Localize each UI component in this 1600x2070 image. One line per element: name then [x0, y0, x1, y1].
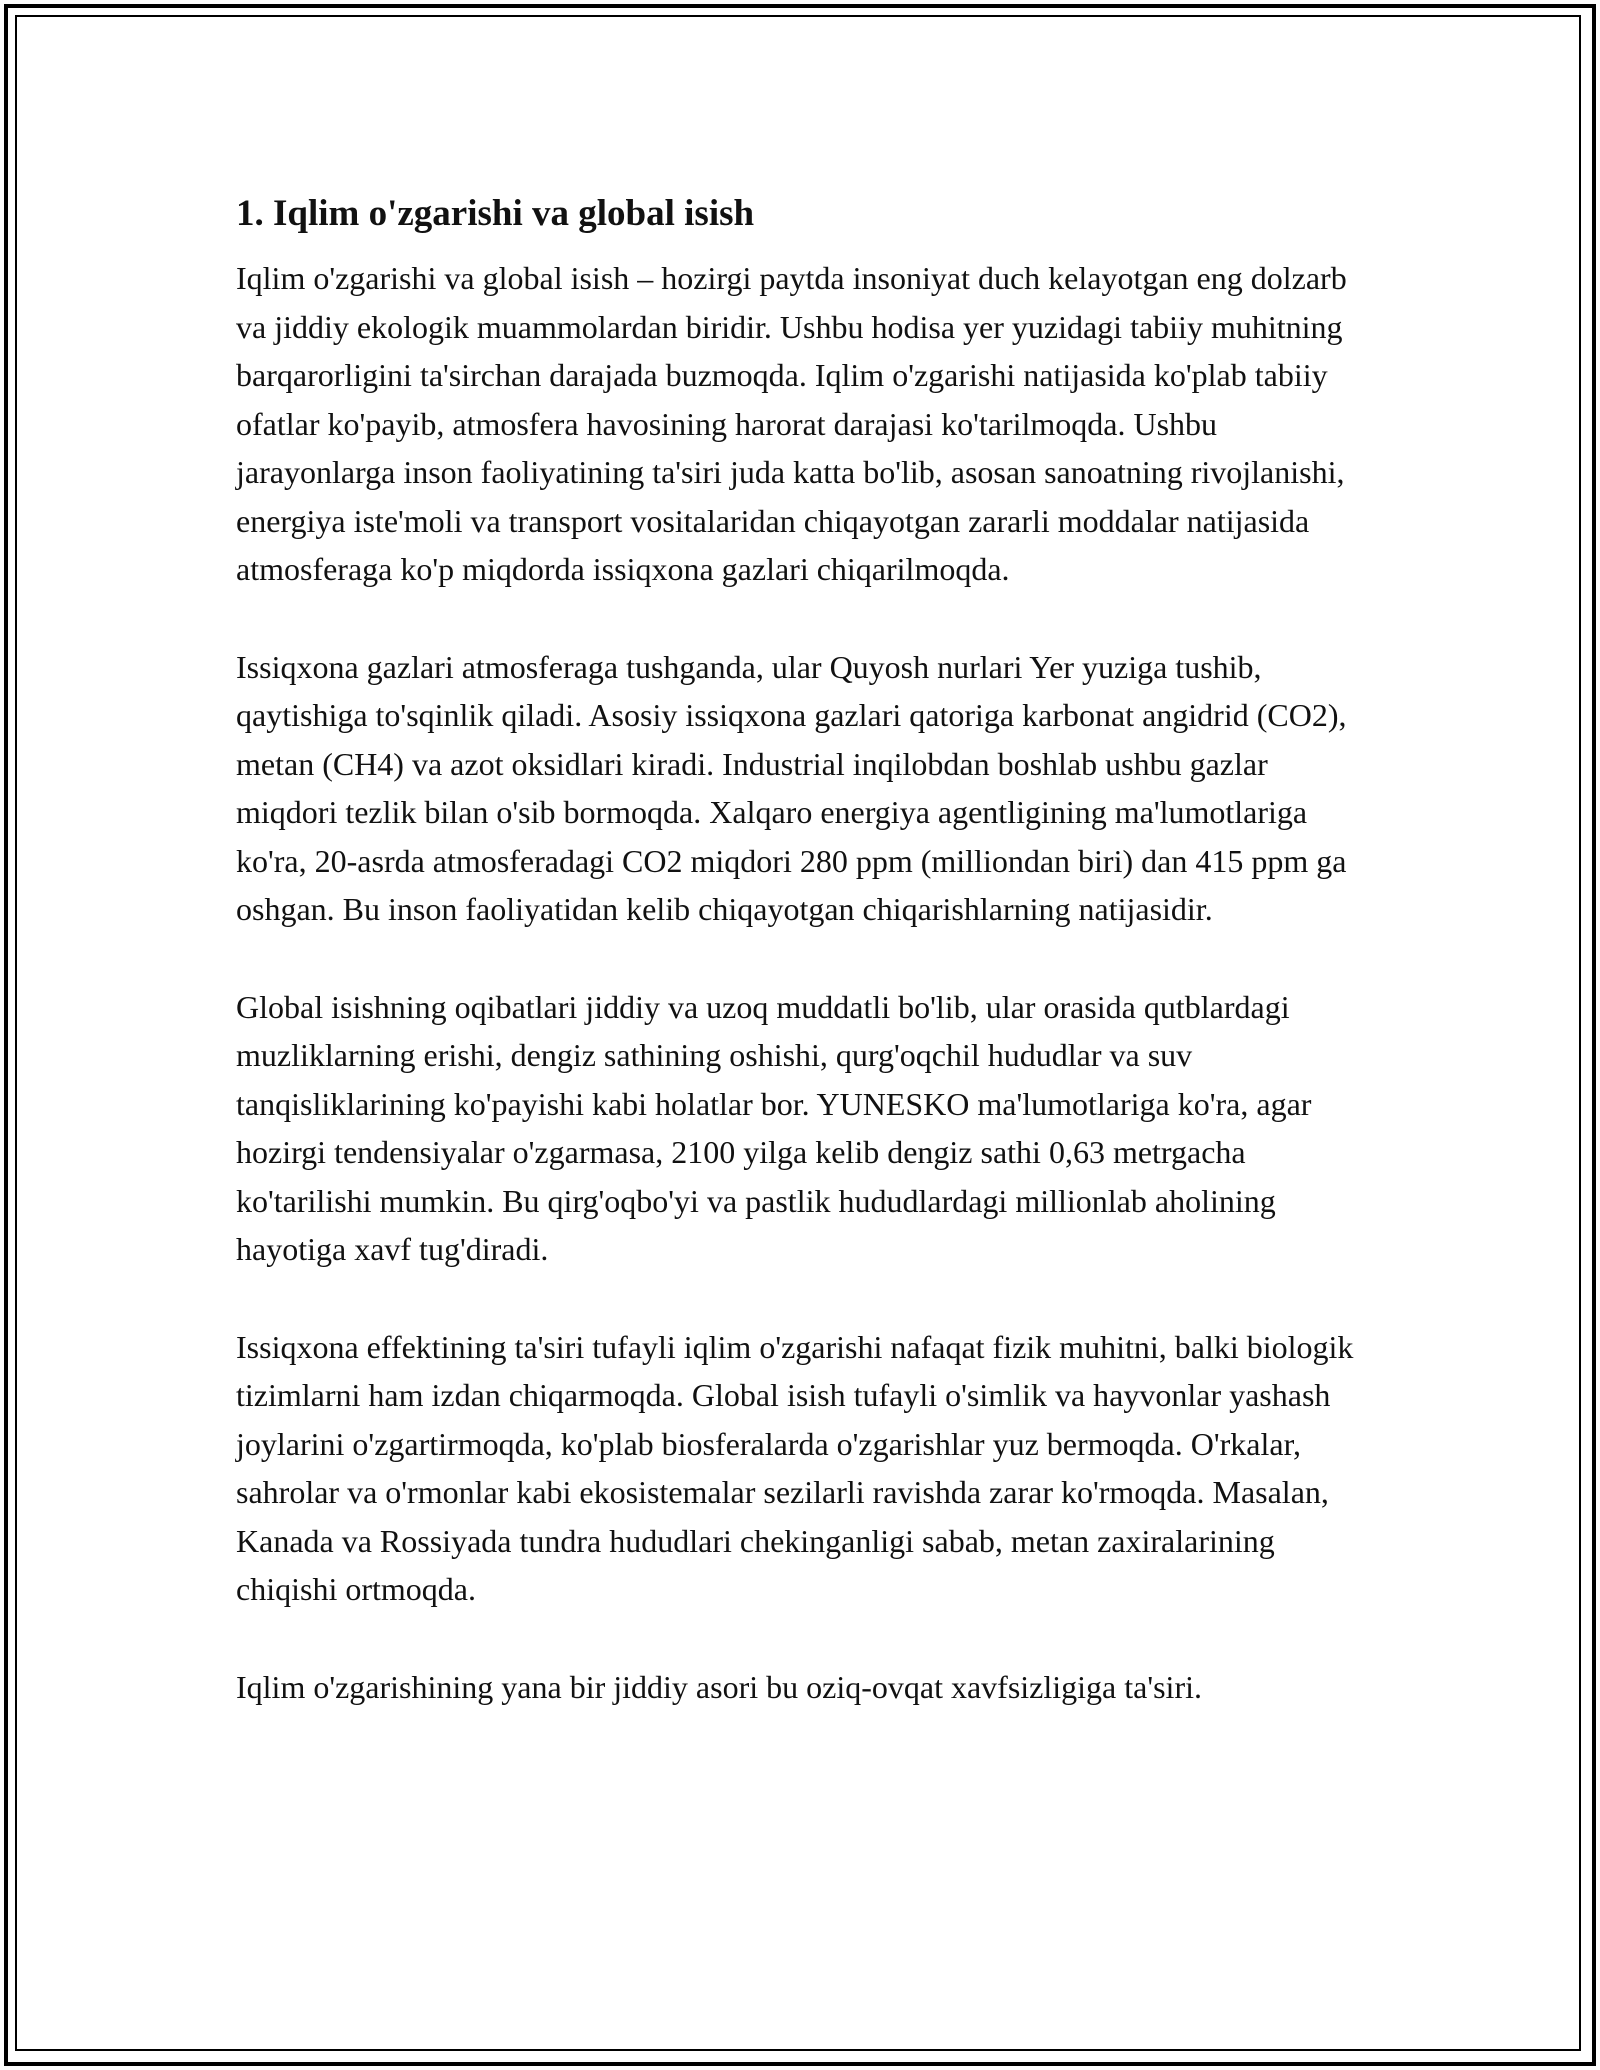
paragraph-5: Iqlim o'zgarishining yana bir jiddiy asori bu oziq-ovqat xavfsizligiga ta'siri.	[236, 1668, 1202, 1705]
paragraph-3: Global isishning oqibatlari jiddiy va uzoq muddatli bo'lib, ular orasida qutblardagi muzliklarning erishi, dengiz sathining oshishi, qurg'oqchil hududlar va suv tanqisliklarining ko'payishi kabi holatlar bor. YUNESKO ma'lumotlariga ko'ra, agar hozirgi tendensiyalar o'zgarmasa, 2100 yilga kelib dengiz sathi 0,63 metrgacha ko'tarilishi mumkin. Bu qirg'oqbo'yi va pastlik hududlardagi millionlab aholining hayotiga xavf tug'diradi.	[236, 988, 1312, 1267]
section-heading: 1. Iqlim o'zgarishi va global isish	[236, 193, 755, 234]
document-body	[236, 186, 1376, 1760]
paragraph-4: Issiqxona effektining ta'siri tufayli iqlim o'zgarishi nafaqat fizik muhitni, balki biologik tizimlarni ham izdan chiqarmoqda. Global isish tufayli o'simlik va hayvonlar yashash joylarini o'zgartirmoqda, ko'plab biosferalarda o'zgarishlar yuz bermoqda. O'rkalar, sahrolar va o'rmonlar kabi ekosistemalar sezilarli ravishda zarar ko'rmoqda. Masalan, Kanada va Rossiyada tundra hududlari chekinganligi sabab, metan zaxiralarining chiqishi ortmoqda.	[236, 1328, 1354, 1607]
paragraph-1: Iqlim o'zgarishi va global isish – hozirgi paytda insoniyat duch kelayotgan eng dolzarb va jiddiy ekologik muammolardan biridir. Ushbu hodisa yer yuzidagi tabiiy muhitning barqarorligini ta'sirchan darajada buzmoqda. Iqlim o'zgarishi natijasida ko'plab tabiiy ofatlar ko'payib, atmosfera havosining harorat darajasi ko'tarilmoqda. Ushbu jarayonlarga inson faoliyatining ta'siri juda katta bo'lib, asosan sanoatning rivojlanishi, energiya iste'moli va transport vositalaridan chiqayotgan zararli moddalar natijasida atmosferaga ko'p miqdorda issiqxona gazlari chiqarilmoqda.	[236, 260, 1347, 587]
paragraph-2: Issiqxona gazlari atmosferaga tushganda, ular Quyosh nurlari Yer yuziga tushib, qaytishiga to'sqinlik qiladi. Asosiy issiqxona gazlari qatoriga karbonat angidrid (CO2), metan (CH4) va azot oksidlari kiradi. Industrial inqilobdan boshlab ushbu gazlar miqdori tezlik bilan o'sib bormoqda. Xalqaro energiya agentligining ma'lumotlariga ko'ra, 20-asrda atmosferadagi CO2 miqdori 280 ppm (milliondan biri) dan 415 ppm ga oshgan. Bu inson faoliyatidan kelib chiqayotgan chiqarishlarning natijasidir.	[236, 648, 1347, 927]
